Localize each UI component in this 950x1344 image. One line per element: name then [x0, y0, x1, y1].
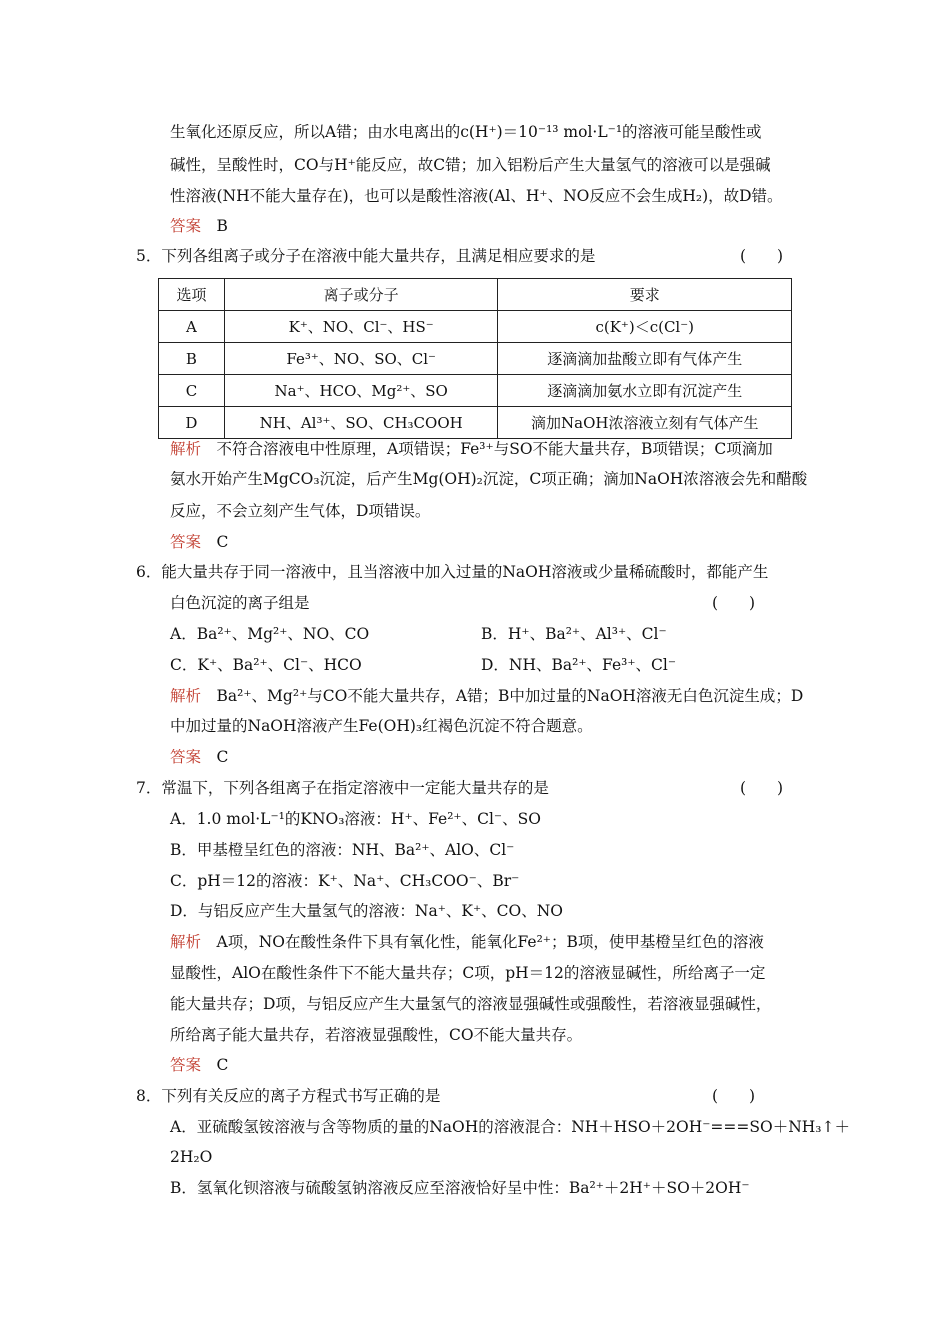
q6-option-c: C．K⁺、Ba²⁺、Cl⁻、HCO	[170, 656, 362, 674]
q5-answer-paren: ( )	[740, 247, 784, 265]
answer-label: 答案	[170, 748, 202, 766]
table-header-row	[159, 279, 792, 311]
q7-analysis-line-1	[170, 932, 764, 952]
q6-option-b: B．H⁺、Ba²⁺、Al³⁺、Cl⁻	[481, 625, 667, 643]
q5-analysis-line-2: 氨水开始产生MgCO₃沉淀，后产生Mg(OH)₂沉淀，C项正确；滴加NaOH浓溶液会先和醋酸	[170, 470, 808, 488]
q5-analysis-line-1	[170, 439, 773, 459]
q5-options-table	[158, 278, 792, 439]
q8-option-a-line-1: A．亚硫酸氢铵溶液与含等物质的量的NaOH的溶液混合：NH＋HSO＋2OH⁻===SO＋NH₃↑＋	[170, 1118, 850, 1136]
q6-stem-line-2: 白色沉淀的离子组是	[170, 594, 310, 612]
prev-solution-line-1: 生氧化还原反应，所以A错；由水电离出的c(H⁺)＝10⁻¹³ mol·L⁻¹的溶液可能呈酸性或	[170, 123, 762, 141]
q7-answer	[170, 1055, 228, 1075]
answer-value: B	[216, 217, 228, 235]
answer-value: C	[216, 1056, 229, 1074]
prev-solution-line-2: 碱性，呈酸性时，CO与H⁺能反应，故C错；加入铝粉后产生大量氢气的溶液可以是强碱	[170, 156, 771, 174]
q6-option-a: A．Ba²⁺、Mg²⁺、NO、CO	[170, 625, 370, 643]
q7-stem: 7．常温下，下列各组离子在指定溶液中一定能大量共存的是	[136, 779, 549, 797]
analysis-label: 解析	[170, 440, 202, 458]
q8-answer-paren: ( )	[712, 1087, 756, 1105]
q5-stem: 5．下列各组离子或分子在溶液中能大量共存，且满足相应要求的是	[136, 247, 596, 265]
analysis-label: 解析	[170, 687, 202, 705]
answer-label: 答案	[170, 217, 202, 235]
answer-value: C	[216, 748, 229, 766]
analysis-label: 解析	[170, 933, 202, 951]
cell-option: A	[159, 311, 225, 343]
q5-analysis-line-3: 反应，不会立刻产生气体，D项错误。	[170, 502, 431, 520]
q6-analysis-line-2: 中加过量的NaOH溶液产生Fe(OH)₃红褐色沉淀不符合题意。	[170, 717, 593, 735]
q8-stem: 8．下列有关反应的离子方程式书写正确的是	[136, 1087, 441, 1105]
header-ions: 离子或分子	[224, 279, 498, 311]
cell-requirement: 逐滴滴加氨水立即有沉淀产生	[498, 375, 792, 407]
prev-solution-line-3: 性溶液(NH不能大量存在)，也可以是酸性溶液(Al、H⁺、NO反应不会生成H₂)，故D错。	[170, 187, 783, 205]
answer-label: 答案	[170, 533, 202, 551]
q6-option-d: D．NH、Ba²⁺、Fe³⁺、Cl⁻	[481, 656, 677, 674]
header-requirement: 要求	[498, 279, 792, 311]
table-row	[159, 375, 792, 407]
q6-analysis-line-1	[170, 686, 803, 706]
cell-ions: Fe³⁺、NO、SO、Cl⁻	[224, 343, 498, 375]
q7-option-d: D．与铝反应产生大量氢气的溶液：Na⁺、K⁺、CO、NO	[170, 902, 564, 920]
cell-option: B	[159, 343, 225, 375]
cell-ions: K⁺、NO、Cl⁻、HS⁻	[224, 311, 498, 343]
analysis-text: 不符合溶液电中性原理，A项错误；Fe³⁺与SO不能大量共存，B项错误；C项滴加	[216, 440, 773, 458]
q8-option-b: B．氢氧化钡溶液与硫酸氢钠溶液反应至溶液恰好呈中性：Ba²⁺＋2H⁺＋SO＋2OH⁻	[170, 1179, 750, 1197]
cell-ions: NH、Al³⁺、SO、CH₃COOH	[224, 407, 498, 439]
q6-answer	[170, 747, 228, 767]
table-row	[159, 343, 792, 375]
cell-ions: Na⁺、HCO、Mg²⁺、SO	[224, 375, 498, 407]
answer-value: C	[216, 533, 229, 551]
analysis-text: Ba²⁺、Mg²⁺与CO不能大量共存，A错；B中加过量的NaOH溶液无白色沉淀生成；D	[216, 687, 804, 705]
cell-option: D	[159, 407, 225, 439]
cell-requirement: 逐滴滴加盐酸立即有气体产生	[498, 343, 792, 375]
q7-option-a: A．1.0 mol·L⁻¹的KNO₃溶液：H⁺、Fe²⁺、Cl⁻、SO	[170, 810, 541, 828]
table-row	[159, 311, 792, 343]
answer-label: 答案	[170, 1056, 202, 1074]
table-row	[159, 407, 792, 439]
q6-stem-line-1: 6．能大量共存于同一溶液中，且当溶液中加入过量的NaOH溶液或少量稀硫酸时，都能产生	[136, 563, 769, 581]
cell-option: C	[159, 375, 225, 407]
prev-answer	[170, 216, 228, 236]
q7-analysis-line-4: 所给离子能大量共存，若溶液显强酸性，CO不能大量共存。	[170, 1026, 583, 1044]
q8-option-a-line-2: 2H₂O	[170, 1148, 213, 1166]
q7-analysis-line-3: 能大量共存；D项，与铝反应产生大量氢气的溶液显强碱性或强酸性，若溶液显强碱性，	[170, 995, 772, 1013]
q5-answer	[170, 532, 228, 552]
cell-requirement: c(K⁺)＜c(Cl⁻)	[498, 311, 792, 343]
header-option: 选项	[159, 279, 225, 311]
analysis-text: A项，NO在酸性条件下具有氧化性，能氧化Fe²⁺；B项，使甲基橙呈红色的溶液	[216, 933, 764, 951]
cell-requirement: 滴加NaOH浓溶液立刻有气体产生	[498, 407, 792, 439]
q7-answer-paren: ( )	[740, 779, 784, 797]
q7-analysis-line-2: 显酸性，AlO在酸性条件下不能大量共存；C项，pH＝12的溶液显碱性，所给离子一定	[170, 964, 766, 982]
q7-option-c: C．pH＝12的溶液：K⁺、Na⁺、CH₃COO⁻、Br⁻	[170, 872, 520, 890]
q6-answer-paren: ( )	[712, 594, 756, 612]
q7-option-b: B．甲基橙呈红色的溶液：NH、Ba²⁺、AlO、Cl⁻	[170, 841, 515, 859]
